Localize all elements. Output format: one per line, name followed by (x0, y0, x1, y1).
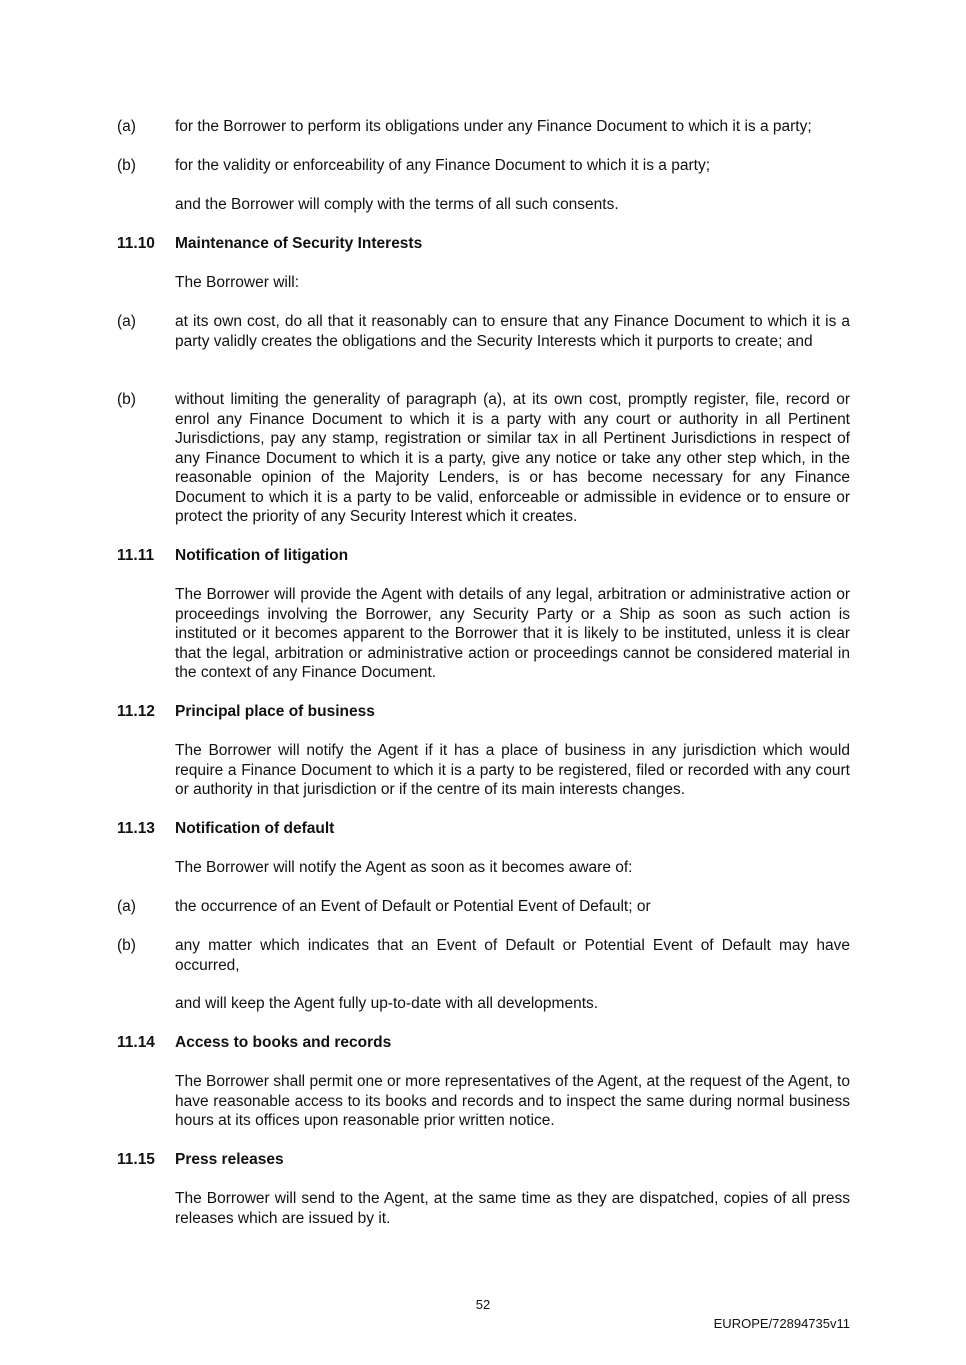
paragraph-text: The Borrower will notify the Agent as soon as it becomes aware of: (175, 859, 633, 876)
section-number: 11.10 (117, 235, 155, 252)
item-marker: (a) (117, 313, 136, 330)
section-title: Maintenance of Security Interests (175, 235, 423, 252)
section-title: Access to books and records (175, 1034, 392, 1051)
item-marker: (a) (117, 118, 136, 135)
section-number: 11.14 (117, 1034, 155, 1051)
section-number: 11.15 (117, 1151, 155, 1168)
item-text: any matter which indicates that an Event of Default or Potential Event of Default may have occurred, (175, 937, 850, 974)
paragraph-text: The Borrower will: (175, 274, 300, 291)
item-text: for the validity or enforceability of any Finance Document to which it is a party; (175, 157, 710, 174)
section-title: Principal place of business (175, 703, 375, 720)
item-text: for the Borrower to perform its obligations under any Finance Document to which it is a party; (175, 118, 812, 135)
item-text: at its own cost, do all that it reasonably can to ensure that any Finance Document to which it is a party validly creates the obligations and the Security Interests which it purports to create; and (175, 313, 850, 350)
section-title: Notification of default (175, 820, 335, 837)
paragraph-text: The Borrower shall permit one or more representatives of the Agent, at the request of the Agent, to have reasonable access to its books and records and to inspect the same during normal business hours at its offices upon reasonable prior written notice. (175, 1073, 850, 1129)
section-number: 11.13 (117, 820, 155, 837)
paragraph-text: The Borrower will provide the Agent with details of any legal, arbitration or administrative action or proceedings involving the Borrower, any Security Party or a Ship as soon as such action is instituted or it becomes apparent to the Borrower that it is likely to be instituted, unless it is clear that the legal, arbitration or administrative action or proceedings cannot be considered material in the context of any Finance Document. (175, 586, 850, 681)
paragraph-text: The Borrower will send to the Agent, at the same time as they are dispatched, copies of all press releases which are issued by it. (175, 1190, 850, 1227)
item-text: the occurrence of an Event of Default or Potential Event of Default; or (175, 898, 651, 915)
item-text: without limiting the generality of paragraph (a), at its own cost, promptly register, file, record or enrol any Finance Document to which it is a party with any court or authority in all Pertinent Jurisdictions, pay any stamp, registration or similar tax in all Pertinent Jurisdictions in respect of any Finance Document to which it is a party, give any notice or take any other step which, in the reasonable opinion of the Majority Lenders, is or has become necessary for any Finance Document to which it is a party to be valid, enforceable or admissible in evidence or to ensure or protect the priority of any Security Interest which it creates. (175, 391, 850, 525)
page-number: 52 (475, 1297, 491, 1312)
item-marker: (a) (117, 898, 136, 915)
section-number: 11.11 (117, 547, 155, 564)
item-marker: (b) (117, 157, 136, 174)
document-reference: EUROPE/72894735v11 (713, 1316, 850, 1331)
paragraph-text: and the Borrower will comply with the terms of all such consents. (175, 196, 619, 213)
paragraph-text: and will keep the Agent fully up-to-date with all developments. (175, 995, 599, 1012)
section-number: 11.12 (117, 703, 155, 720)
item-marker: (b) (117, 937, 136, 954)
paragraph-text: The Borrower will notify the Agent if it has a place of business in any jurisdiction which would require a Finance Document to which it is a party to be registered, filed or recorded with any court or authority in that jurisdiction or if the centre of its main interests changes. (175, 742, 850, 798)
item-marker: (b) (117, 391, 136, 408)
section-title: Notification of litigation (175, 547, 349, 564)
section-title: Press releases (175, 1151, 284, 1168)
